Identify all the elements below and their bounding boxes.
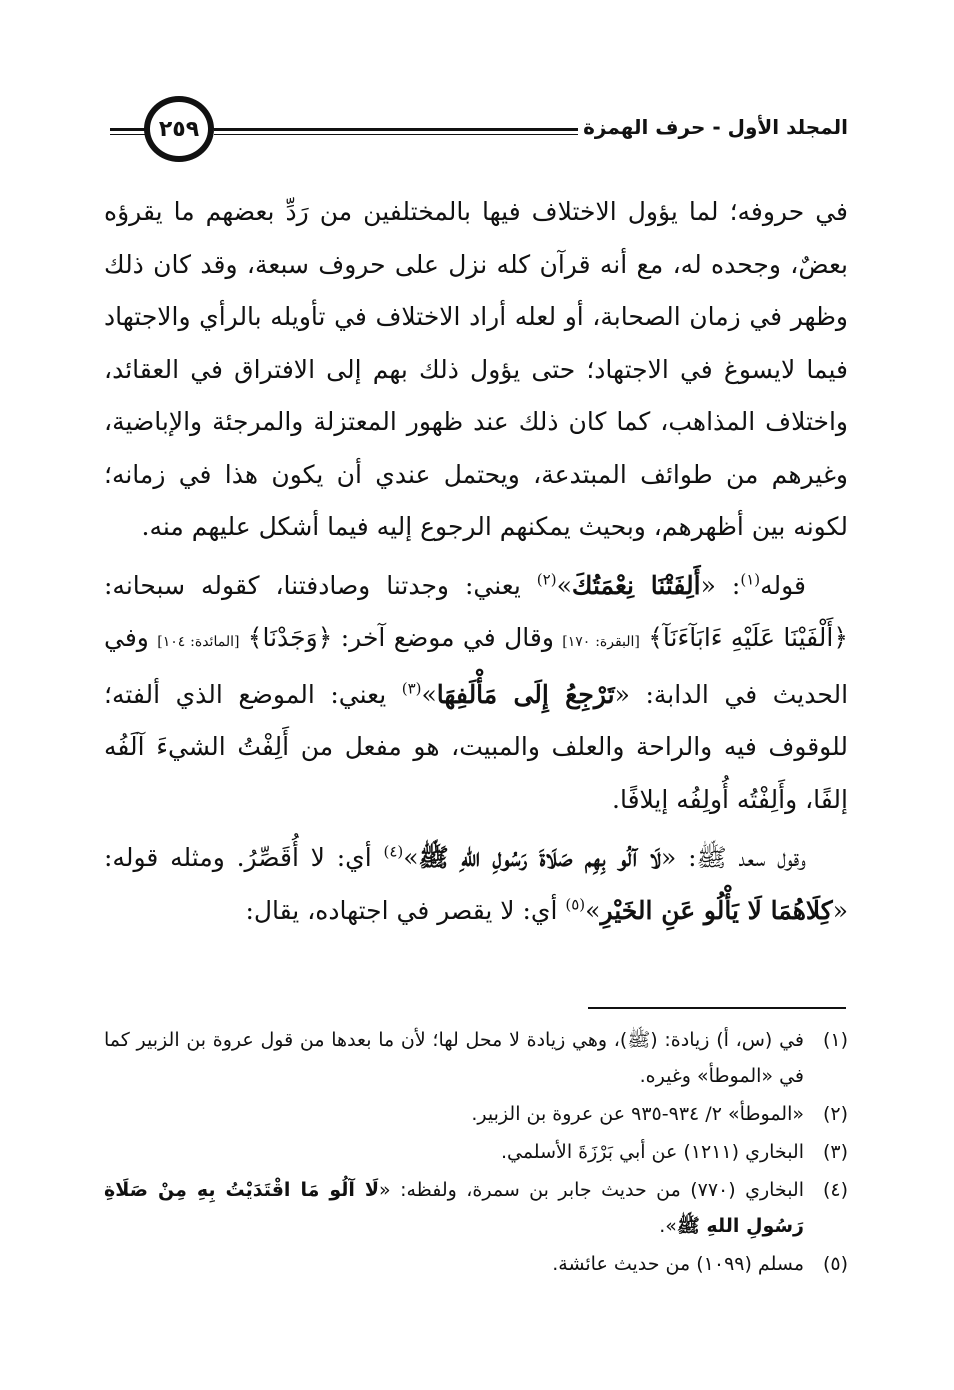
footnote-2 (104, 1096, 848, 1132)
footnote-text: مسلم (١٠٩٩) من حديث عائشة. (552, 1253, 804, 1275)
footnote-number: (٢) (822, 1103, 848, 1125)
quran-reference: [المائدة: ١٠٤] (157, 634, 240, 650)
text-run: » (421, 679, 437, 709)
text-run: » (585, 895, 601, 925)
page-number: ٢٥٩ (158, 116, 200, 142)
text-run: قوله (760, 570, 806, 600)
footnote-4 (104, 1172, 848, 1244)
footnote-number: (٣) (822, 1141, 848, 1163)
footnote-ref-2: (٢) (536, 570, 557, 589)
quran-reference: [البقرة: ١٧٠] (562, 634, 640, 650)
footnote-number: (٥) (822, 1253, 848, 1275)
hadith-quote: أَلِفَتْنَا نِعْمَتُكَ (571, 570, 701, 600)
quran-quote: وَجَدْنَا (262, 623, 318, 652)
footnote-text: في (س، أ) زيادة: (ﷺ)، وهي زيادة لا محل لها؛ لأن ما بعدها من قول عروة بن الزبير كما في «الموطأ» وغيره. (104, 1029, 804, 1087)
footnote-separator (588, 1007, 846, 1009)
paragraph-2 (104, 560, 848, 827)
text-run: ﴾ (639, 623, 663, 652)
footnote-number: (٤) (822, 1179, 848, 1201)
footnote-text: «الموطأ» ٢/ ٩٣٤-٩٣٥ عن عروة بن الزبير. (471, 1103, 804, 1125)
text-run: وفي الحديث في الدابة: « (104, 623, 849, 709)
footnote-ref-3: (٣) (401, 679, 422, 698)
footnote-ref-5: (٥) (565, 895, 586, 914)
footnote-3 (104, 1134, 848, 1170)
paragraph-1: في حروفه؛ لما يؤول الاختلاف فيها بالمختلفين من رَدِّ بعضهم ما يقرؤه بعضٌ، وجحده له، مع أنه قرآن كله نزل على حروف سبعة، وقد كان ذلك وظهر في زمان الصحابة، أو لعله أراد الاختلاف في تأويله بالرأي والاجتهاد فيما لايسوغ في الاجتهاد؛ حتى يؤول ذلك بهم إلى الافتراق في العقائد، واختلاف المذاهب، كما كان ذلك عند ظهور المعتزلة والمرجئة والإباضية، وغيرهم من طوائف المبتدعة، ويحتمل عندي أن يكون هذا في زمانه؛ لكونه بين أظهرهم، وبحيث يمكنهم الرجوع إليه فيما أشكل عليهم منه. (104, 197, 848, 541)
footnote-text-run: ». (659, 1215, 677, 1237)
footnotes (104, 1022, 848, 1284)
quran-quote: أَلْفَيْنَا عَلَيْهِ ءَابَآءَنَآ (662, 623, 834, 652)
footnote-ref-1: (١) (740, 570, 761, 589)
page-number-circle (144, 96, 214, 162)
text-run: أي: لا أُقَصِّرُ. ومثله قوله: « (104, 843, 848, 925)
text-run: وقال في موضع آخر: ﴿ (317, 623, 563, 652)
footnote-number: (١) (822, 1029, 848, 1051)
main-text (104, 186, 848, 937)
footnote-5 (104, 1246, 848, 1282)
header-title: المجلد الأول - حرف الهمزة (583, 115, 848, 139)
footnote-1 (104, 1022, 848, 1094)
text-run: وقول سعد ﷺ: « (661, 843, 807, 872)
text-run: » (556, 570, 572, 600)
header-rule-left-bottom (110, 134, 146, 135)
text-run: يعني: الموضع الذي ألفته؛ للوقوف فيه والراحة والعلف والمبيت، هو مفعل من أَلِفْتُ الشيءَ آلَفُه إلفًا، وأَلِفْتُه أُولِفُه إيلافًا. (104, 679, 848, 814)
hadith-quote: كِلَاهُمَا لَا يَأْلُو عَنِ الخَيْرِ (600, 895, 833, 925)
footnote-ref-4: (٤) (383, 842, 404, 861)
footnote-text-run: البخاري (٧٧٠) من حديث جابر بن سمرة، ولفظه: « (379, 1179, 805, 1201)
footnote-text (104, 1172, 804, 1244)
footnote-text: البخاري (١٢١١) عن أبي بَرْزَةَ الأسلمي. (500, 1141, 804, 1163)
text-run: » (403, 843, 419, 872)
header-rule-right-bottom (214, 134, 578, 135)
paragraph-3 (104, 832, 848, 937)
footnote-hadith-quote: لَا آلُو مَا اقْتَدَيْتُ بِهِ مِنْ صَلَاةِ رَسُولِ اللهِ ﷺ (104, 1179, 804, 1237)
hadith-quote: تَرْجِعُ إِلَى مَأْلَفِهَا (436, 679, 615, 709)
text-run: يعني: وجدتنا وصادفتنا، كقوله سبحانه: ﴿ (104, 570, 848, 652)
header-rule-left-top (110, 128, 146, 131)
text-run: : « (700, 570, 741, 600)
header-rule-right-top (214, 128, 578, 131)
text-run: أي: لا يقصر في اجتهاده، يقال: (245, 895, 566, 925)
hadith-quote: لَا آلُو بِهِم صَلَاةَ رَسُولِ اللهِ ﷺ (418, 843, 661, 872)
text-run: ﴾ (239, 623, 263, 652)
page-header (110, 92, 848, 178)
